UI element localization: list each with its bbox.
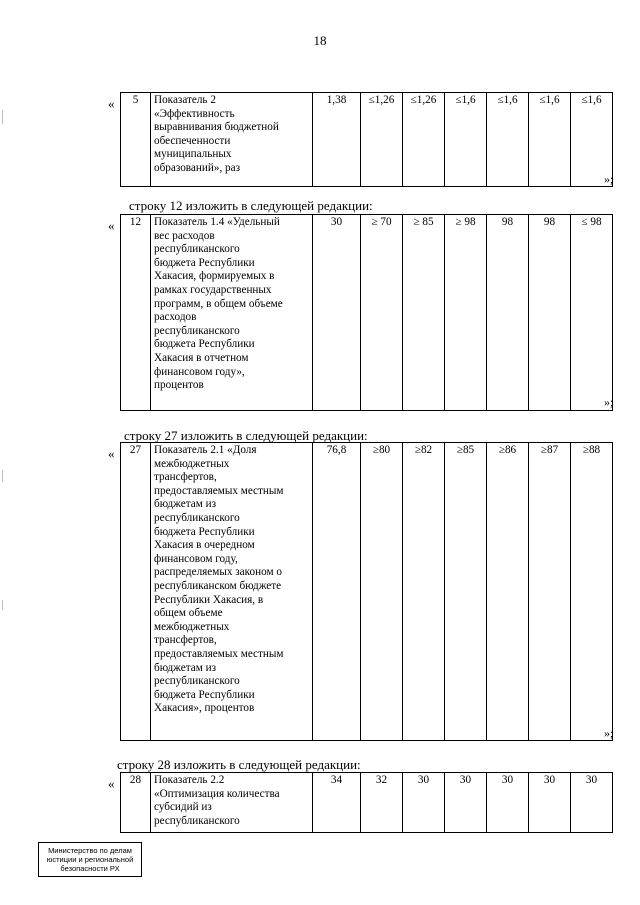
opening-quote: « [108,96,115,111]
row-table-27 [120,442,613,741]
value-cell: 30 [445,773,487,833]
value-cell: ≤1,6 [571,93,613,187]
value-cell: ≥88 [571,443,613,741]
closing-quote: »; [604,395,614,409]
opening-quote: « [108,218,115,233]
row-number: 5 [121,93,151,187]
value-cell: ≥87 [529,443,571,741]
indicator-description: Показатель 1.4 «Удельный вес расходов республиканского бюджета Республики Хакасия, формируемых в рамках государственных программ, в общем объеме расходов республиканского бюджета Республики Хакасия в отчетном финансовом году», процентов [151,215,313,411]
ministry-stamp [38,842,142,877]
value-cell: 98 [529,215,571,411]
opening-quote: « [108,776,115,791]
value-cell: 30 [571,773,613,833]
value-cell: ≤1,26 [403,93,445,187]
value-cell: 30 [313,215,361,411]
indicator-description: Показатель 2.1 «Доля межбюджетных трансфертов, предоставляемых местным бюджетам из республиканского бюджета Республики Хакасия в очередном финансовом году, распределяемых законом о республиканском бюджете Республики Хакасия, в общем объеме межбюджетных трансфертов, предоставляемых местным бюджетам из республиканского бюджета Республики Хакасия», процентов [151,443,313,741]
value-cell: ≥86 [487,443,529,741]
value-cell: ≥80 [361,443,403,741]
value-cell: ≤1,6 [445,93,487,187]
value-cell: 98 [487,215,529,411]
value-cell: ≥ 70 [361,215,403,411]
value-cell: ≥ 85 [403,215,445,411]
value-cell: ≤1,26 [361,93,403,187]
value-cell: ≤1,6 [529,93,571,187]
scan-edge-mark [2,110,3,124]
page-number: 18 [313,33,327,48]
row-number: 12 [121,215,151,411]
opening-quote: « [108,446,115,461]
value-cell: ≥82 [403,443,445,741]
row-table-5 [120,92,613,187]
value-cell: 30 [487,773,529,833]
row-number: 28 [121,773,151,833]
edit-instruction: строку 27 изложить в следующей редакции: [124,428,368,443]
value-cell: 32 [361,773,403,833]
value-cell: 1,38 [313,93,361,187]
indicator-description: Показатель 2 «Эффективность выравнивания бюджетной обеспеченности муниципальных образований», раз [151,93,313,187]
scan-edge-mark [2,600,3,610]
row-table-28 [120,772,613,833]
stamp-line: юстиции и региональной [46,855,134,864]
value-cell: ≤ 98 [571,215,613,411]
value-cell: 30 [529,773,571,833]
row-number: 27 [121,443,151,741]
value-cell: ≥85 [445,443,487,741]
value-cell: 76,8 [313,443,361,741]
value-cell: 30 [403,773,445,833]
closing-quote: »; [604,726,614,740]
edit-instruction: строку 28 изложить в следующей редакции: [117,757,361,772]
scan-edge-mark [2,470,3,482]
stamp-line: безопасности РХ [60,864,120,873]
row-table-12 [120,214,613,411]
indicator-description: Показатель 2.2 «Оптимизация количества субсидий из республиканского [151,773,313,833]
value-cell: ≤1,6 [487,93,529,187]
value-cell: 34 [313,773,361,833]
closing-quote: »; [604,172,614,186]
edit-instruction: строку 12 изложить в следующей редакции: [129,198,373,213]
stamp-line: Министерство по делам [48,846,132,855]
value-cell: ≥ 98 [445,215,487,411]
